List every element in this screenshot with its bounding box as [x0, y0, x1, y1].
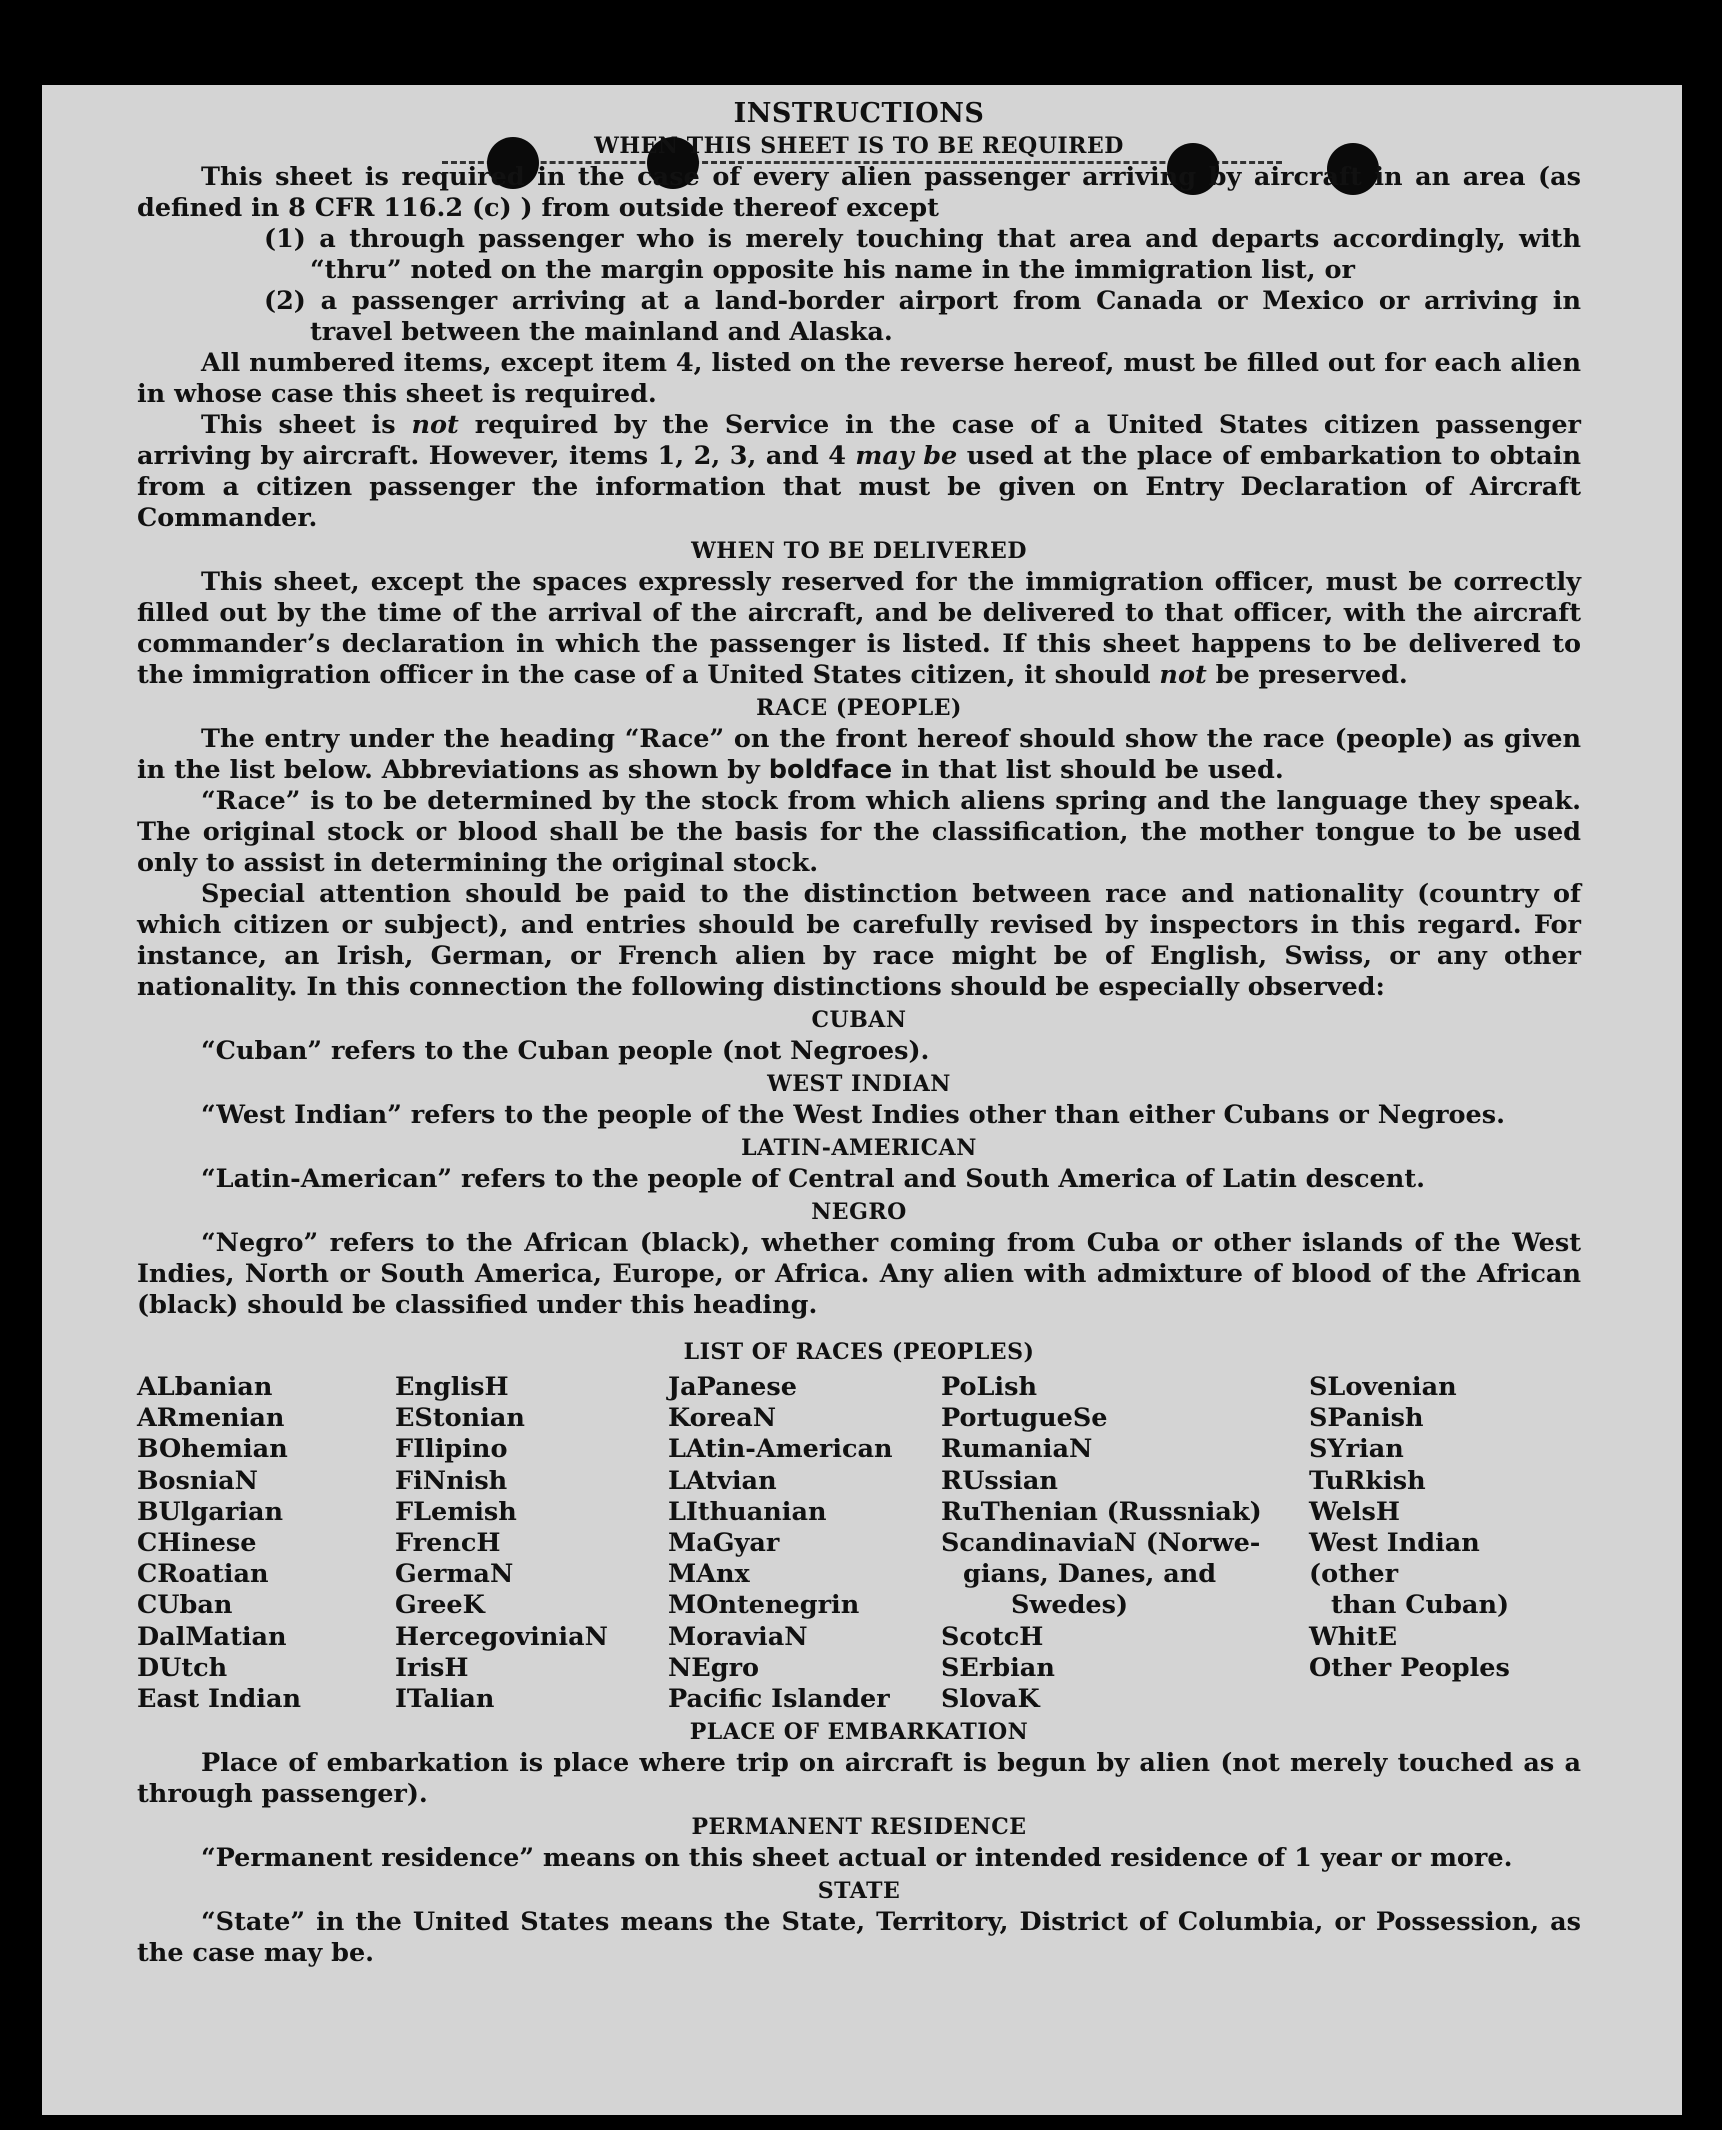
- paragraph: Place of embarkation is place where trip on aircraft is begun by alien (not merely touched as a through passenger).: [137, 1748, 1581, 1810]
- race-item: LIthuanian: [668, 1496, 827, 1527]
- race-item: ScotcH: [941, 1621, 1044, 1652]
- section-heading: WHEN THIS SHEET IS TO BE REQUIRED: [594, 133, 1124, 159]
- race-item: RumaniaN: [941, 1434, 1093, 1465]
- race-item: Swedes): [1011, 1590, 1129, 1621]
- race-item: HercegoviniaN: [395, 1621, 608, 1652]
- main-heading: INSTRUCTIONS: [733, 98, 985, 129]
- race-item: MoraviaN: [668, 1621, 808, 1652]
- race-item: IrisH: [395, 1652, 469, 1683]
- race-item: WhitE: [1309, 1621, 1398, 1652]
- section-heading: WHEN TO BE DELIVERED: [691, 538, 1027, 564]
- race-item: EnglisH: [395, 1372, 509, 1402]
- race-item: GreeK: [395, 1590, 485, 1621]
- races-column: [668, 1372, 941, 1715]
- race-item: GermaN: [395, 1559, 514, 1590]
- paragraph: “Race” is to be determined by the stock from which aliens spring and the language they speak. The original stock or blood shall be the basis for the classification, the mother tongue to be used only to assist in determining the original stock.: [137, 786, 1581, 878]
- text-run: required by the Service in the case of a United States citizen passenger arriving by aircraft. However, items 1, 2, 3, and 4: [137, 410, 1581, 471]
- text-run: This sheet is: [201, 410, 412, 440]
- race-item: JaPanese: [668, 1372, 797, 1402]
- race-item: ALbanian: [137, 1372, 273, 1402]
- section-heading: PERMANENT RESIDENCE: [691, 1814, 1027, 1841]
- list-item: (2) a passenger arriving at a land-border airport from Canada or Mexico or arriving in travel between the mainland and Alaska.: [264, 286, 1581, 347]
- race-item: FrencH: [395, 1528, 501, 1559]
- emphasis: may be: [855, 441, 958, 471]
- race-item: FiNnish: [395, 1465, 508, 1496]
- paragraph: “West Indian” refers to the people of the West Indies other than either Cubans or Negroes.: [201, 1100, 1505, 1130]
- paragraph: [137, 724, 1581, 786]
- race-item: ITalian: [395, 1684, 495, 1715]
- race-item: BUlgarian: [137, 1496, 284, 1527]
- race-item: BOhemian: [137, 1434, 288, 1465]
- text-run: This sheet, except the spaces expressly reserved for the immigration officer, must be correctly filled out by the time of the arrival of the aircraft, and be delivered to that officer, with the aircraft commander’s declaration in which the passenger is listed. If this sheet happens to be delivered to the immigration officer in the case of a United States citizen, it should: [137, 567, 1581, 690]
- race-item: DalMatian: [137, 1621, 287, 1652]
- text-run: be preserved.: [1206, 660, 1408, 690]
- race-item: MaGyar: [668, 1528, 780, 1559]
- race-item: gians, Danes, and: [963, 1559, 1217, 1590]
- section-heading: WEST INDIAN: [767, 1071, 951, 1097]
- race-item: BosniaN: [137, 1465, 258, 1496]
- race-item: SPanish: [1309, 1403, 1424, 1434]
- races-column: [941, 1372, 1309, 1715]
- text-run: used at the place of embarkation to obtain from a citizen passenger the information that must be given on Entry Declaration of Aircraft Commander.: [137, 441, 1581, 533]
- boldface-word: boldface: [768, 755, 893, 785]
- paragraph: [137, 567, 1581, 691]
- paragraph: “Cuban” refers to the Cuban people (not Negroes).: [201, 1036, 930, 1066]
- race-item: East Indian: [137, 1684, 302, 1715]
- race-item: CRoatian: [137, 1559, 269, 1590]
- section-heading: NEGRO: [811, 1199, 907, 1225]
- section-heading: RACE (PEOPLE): [756, 695, 962, 721]
- race-item: CHinese: [137, 1528, 257, 1559]
- race-item: ScandinaviaN (Norwe-: [941, 1528, 1261, 1559]
- race-item: LAtvian: [668, 1465, 777, 1496]
- paragraph: “State” in the United States means the State, Territory, District of Columbia, or Possession, as the case may be.: [137, 1907, 1581, 1969]
- section-heading: CUBAN: [811, 1007, 907, 1033]
- race-item: West Indian (other: [1309, 1528, 1480, 1590]
- text-run: in that list should be used.: [892, 755, 1284, 785]
- paragraph: “Permanent residence” means on this sheet actual or intended residence of 1 year or more.: [201, 1843, 1513, 1874]
- instructions-text: [137, 96, 1581, 1969]
- race-item: FIlipino: [395, 1434, 508, 1465]
- race-item: SYrian: [1309, 1434, 1404, 1465]
- race-item: Pacific Islander: [668, 1684, 890, 1715]
- race-item: Other Peoples: [1309, 1652, 1510, 1683]
- race-item: CUban: [137, 1590, 233, 1621]
- race-item: KoreaN: [668, 1403, 777, 1434]
- race-item: MOntenegrin: [668, 1590, 860, 1621]
- race-item: WelsH: [1309, 1496, 1400, 1527]
- paragraph: “Negro” refers to the African (black), whether coming from Cuba or other islands of the West Indies, North or South America, Europe, or Africa. Any alien with admixture of blood of the African (black) should be classified under this heading.: [137, 1228, 1581, 1320]
- race-item: LAtin-American: [668, 1434, 893, 1465]
- races-column: [137, 1372, 395, 1715]
- races-list: [137, 1372, 1581, 1715]
- race-item: DUtch: [137, 1652, 228, 1683]
- emphasis: not: [411, 410, 459, 440]
- race-item: NEgro: [668, 1652, 760, 1683]
- race-item: PoLish: [941, 1372, 1038, 1402]
- race-item: EStonian: [395, 1403, 525, 1434]
- race-item: SLovenian: [1309, 1372, 1457, 1402]
- paragraph: “Latin-American” refers to the people of Central and South America of Latin descent.: [201, 1164, 1425, 1194]
- text-run: The entry under the heading “Race” on the front hereof should show the race (people) as given in the list below. Abbreviations as shown by: [137, 724, 1581, 785]
- paragraph: This sheet is required in the case of every alien passenger arriving by aircraft in an area (as defined in 8 CFR 116.2 (c) ) from outside thereof except: [137, 162, 1581, 223]
- race-item: FLemish: [395, 1496, 517, 1527]
- races-column: [1309, 1372, 1569, 1715]
- race-item: MAnx: [668, 1559, 750, 1590]
- paragraph: All numbered items, except item 4, listed on the reverse hereof, must be filled out for each alien in whose case this sheet is required.: [137, 348, 1581, 409]
- race-item: SlovaK: [941, 1684, 1040, 1715]
- paragraph: Special attention should be paid to the distinction between race and nationality (country of which citizen or subject), and entries should be carefully revised by inspectors in this regard. For instance, an Irish, German, or French alien by race might be of English, Swiss, or any other nationality. In this connection the following distinctions should be especially observed:: [137, 879, 1581, 1002]
- races-column: [395, 1372, 668, 1715]
- race-item: TuRkish: [1309, 1465, 1426, 1496]
- race-item: PortugueSe: [941, 1403, 1108, 1434]
- section-heading: LIST OF RACES (PEOPLES): [683, 1339, 1035, 1365]
- race-item: RuThenian (Russniak): [941, 1496, 1262, 1527]
- list-item: (1) a through passenger who is merely touching that area and departs accordingly, with “thru” noted on the margin opposite his name in the immigration list, or: [264, 224, 1581, 285]
- emphasis: not: [1159, 660, 1207, 690]
- race-item: RUssian: [941, 1465, 1058, 1496]
- race-item: ARmenian: [137, 1403, 285, 1434]
- race-item: than Cuban): [1331, 1590, 1510, 1621]
- paragraph: [137, 410, 1581, 534]
- race-item: SErbian: [941, 1652, 1055, 1683]
- section-heading: STATE: [817, 1878, 901, 1905]
- section-heading: PLACE OF EMBARKATION: [689, 1719, 1029, 1746]
- section-heading: LATIN-AMERICAN: [741, 1135, 977, 1161]
